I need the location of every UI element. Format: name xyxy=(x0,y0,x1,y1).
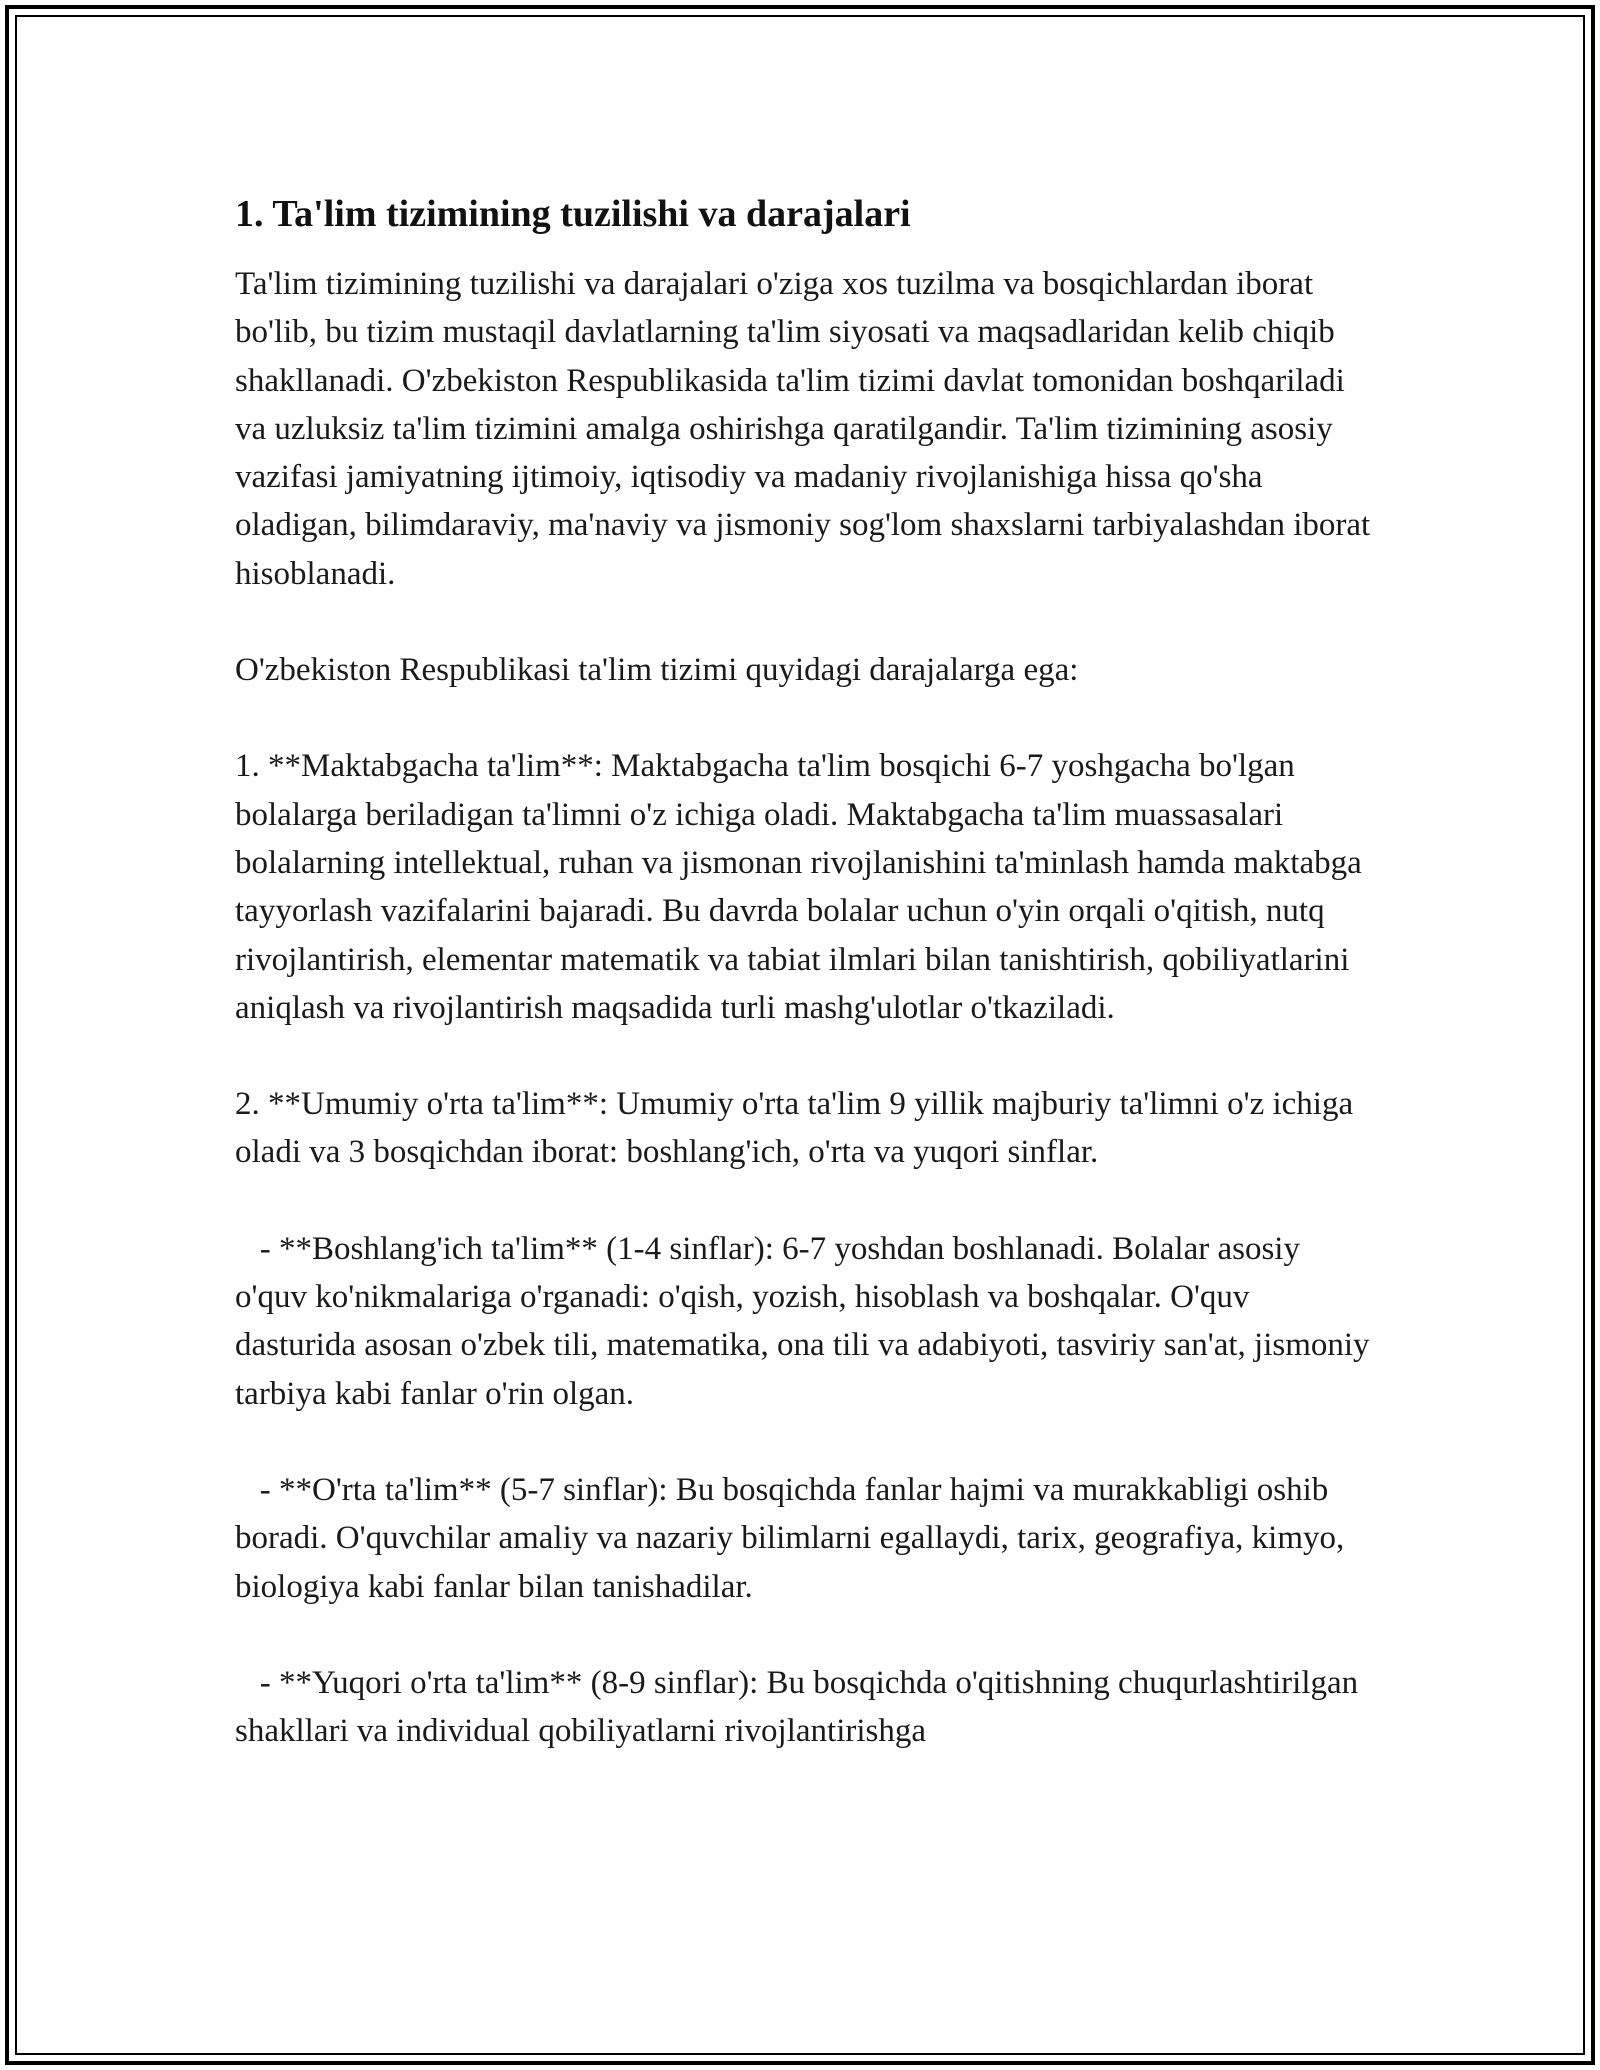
paragraph-general-secondary: 2. **Umumiy o'rta ta'lim**: Umumiy o'rta ta'lim 9 yillik majburiy ta'limni o'z ichiga oladi va 3 bosqichdan iborat: boshlang'ich, o'rta va yuqori sinflar. xyxy=(235,1086,1362,1171)
paragraph-intro: Ta'lim tizimining tuzilishi va darajalari o'ziga xos tuzilma va bosqichlardan iborat bo'lib, bu tizim mustaqil davlatlarning ta'lim siyosati va maqsadlaridan kelib chiqib shakllanadi. O'zbekiston Respublikasida ta'lim tizimi davlat tomonidan boshqariladi va uzluksiz ta'lim tizimini amalga oshirishga qaratilgandir. Ta'lim tizimining asosiy vazifasi jamiyatning ijtimoiy, iqtisodiy va madaniy rivojlanishiga hissa qo'sha oladigan, bilimdaraviy, ma'naviy va jismoniy sog'lom shaxslarni tarbiyalashdan iborat hisoblanadi. xyxy=(235,266,1379,592)
paragraph-middle: - **O'rta ta'lim** (5-7 sinflar): Bu bosqichda fanlar hajmi va murakkabligi oshib boradi. O'quvchilar amaliy va nazariy bilimlarni egallaydi, tarix, geografiya, kimyo, biologiya kabi fanlar bilan tanishadilar. xyxy=(235,1471,1353,1605)
paragraph-preschool: 1. **Maktabgacha ta'lim**: Maktabgacha ta'lim bosqichi 6-7 yoshgacha bo'lgan bolalarga beriladigan ta'limni o'z ichiga oladi. Maktabgacha ta'lim muassasalari bolalarning intellektual, ruhan va jismonan rivojlanishini ta'minlash hamda maktabga tayyorlash vazifalarini bajaradi. Bu davrda bolalar uchun o'yin orqali o'qitish, nutq rivojlantirish, elementar matematik va tabiat ilmlari bilan tanishtirish, qobiliyatlarini aniqlash va rivojlantirish maqsadida turli mashg'ulotlar o'tkaziladi. xyxy=(235,748,1371,1026)
section-heading: 1. Ta'lim tizimining tuzilishi va darajalari xyxy=(235,193,911,235)
document-content xyxy=(235,190,1379,1803)
paragraph-primary: - **Boshlang'ich ta'lim** (1-4 sinflar): 6-7 yoshdan boshlanadi. Bolalar asosiy o'quv ko'nikmalariga o'rganadi: o'qish, yozish, hisoblash va boshqalar. O'quv dasturida asosan o'zbek tili, matematika, ona tili va adabiyoti, tasviriy san'at, jismoniy tarbiya kabi fanlar o'rin olgan. xyxy=(235,1230,1378,1412)
paragraph-upper-secondary: - **Yuqori o'rta ta'lim** (8-9 sinflar): Bu bosqichda o'qitishning chuqurlashtirilgan shakllari va individual qobiliyatlarni rivojlantirishga xyxy=(235,1664,1367,1750)
paragraph-levels-intro: O'zbekiston Respublikasi ta'lim tizimi quyidagi darajalarga ega: xyxy=(235,652,1079,689)
